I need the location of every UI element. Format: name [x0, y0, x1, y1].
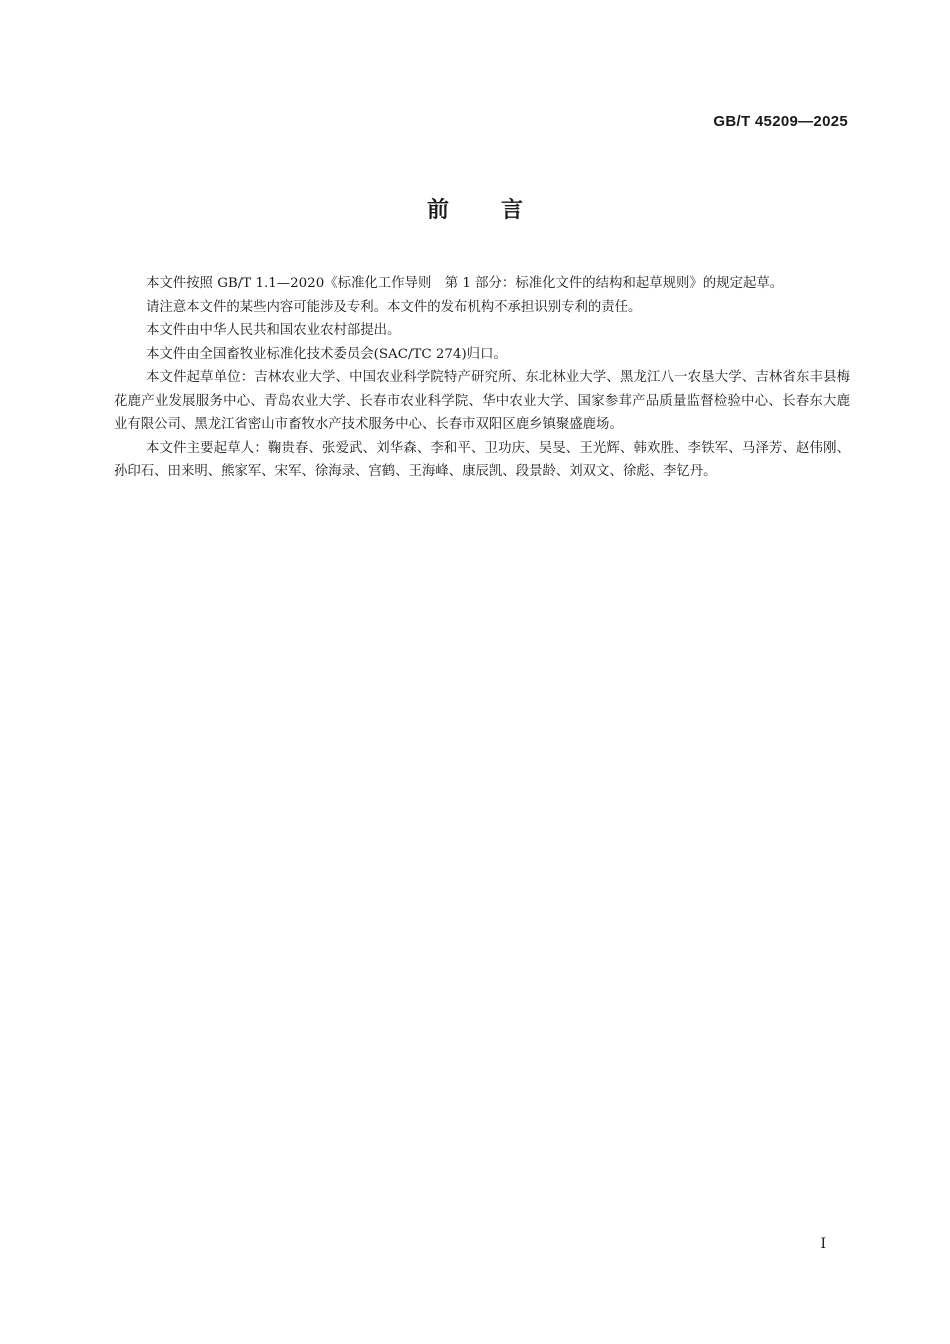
- foreword-body: [114, 272, 850, 484]
- standard-number: GB/T 45209—2025: [713, 113, 848, 130]
- page-title: 前言: [426, 198, 575, 223]
- paragraph-drafters: 本文件主要起草人：鞠贵春、张爱武、刘华森、李和平、卫功庆、吴旻、王光辉、韩欢胜、李铁军、马泽芳、赵伟刚、孙印石、田来明、熊家军、宋军、徐海录、宫鹤、王海峰、康辰凯、段景龄、刘双文、徐彪、李钇丹。: [114, 440, 850, 479]
- paragraph-patent-notice: 请注意本文件的某些内容可能涉及专利。本文件的发布机构不承担识别专利的责任。: [146, 299, 642, 315]
- paragraph-drafting-basis: 本文件按照 GB/T 1.1—2020《标准化工作导则 第 1 部分：标准化文件的结构和起草规则》的规定起草。: [146, 276, 784, 291]
- paragraph-committee: 本文件由全国畜牧业标准化技术委员会(SAC/TC 274)归口。: [146, 346, 507, 362]
- paragraph-proposer: 本文件由中华人民共和国农业农村部提出。: [146, 323, 401, 338]
- page-number: I: [820, 1236, 826, 1252]
- paragraph-drafting-units: 本文件起草单位：吉林农业大学、中国农业科学院特产研究所、东北林业大学、黑龙江八一农垦大学、吉林省东丰县梅花鹿产业发展服务中心、青岛农业大学、长春市农业科学院、华中农业大学、国家参茸产品质量监督检验中心、长春东大鹿业有限公司、黑龙江省密山市畜牧水产技术服务中心、长春市双阳区鹿乡镇聚盛鹿场。: [114, 370, 850, 432]
